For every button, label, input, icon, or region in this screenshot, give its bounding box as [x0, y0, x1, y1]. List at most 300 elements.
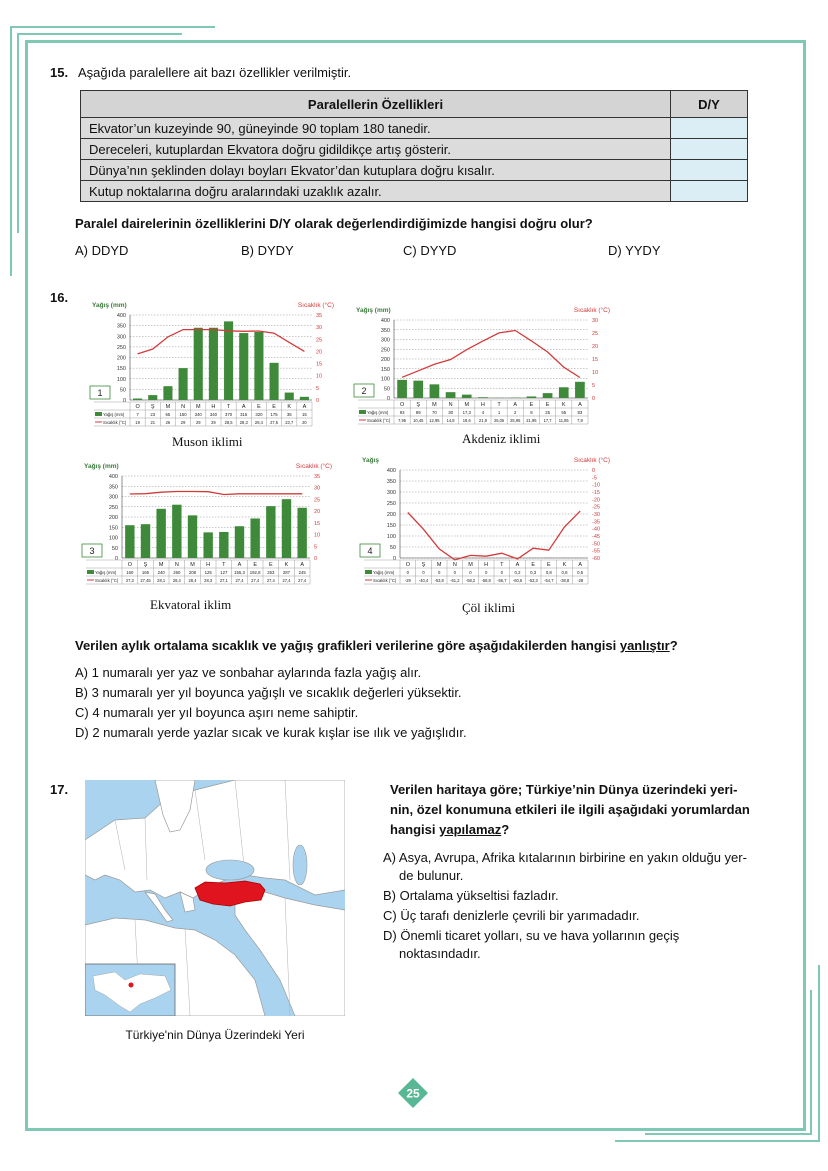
x-tick-label: M [165, 404, 171, 410]
rain-value-label: 0 [406, 570, 410, 575]
temp-value-label: 26 [165, 420, 171, 425]
y-tick-label: 100 [108, 535, 118, 542]
temp-value-label: 27,4 [235, 578, 244, 583]
temp-value-label: 28,5 [224, 420, 233, 425]
x-tick-label: M [195, 404, 201, 410]
temp-value-label: -58,8 [481, 578, 491, 583]
world-map [85, 780, 345, 1016]
climate-chart-3 [80, 458, 336, 600]
rain-bar [239, 333, 248, 400]
temp-value-label: -54,7 [544, 578, 554, 583]
rain-value-label: 70 [432, 410, 437, 415]
rain-bar [413, 381, 423, 398]
chart-number: 1 [97, 388, 103, 398]
y-tick-label: 300 [380, 337, 390, 344]
legend-rain-swatch [87, 570, 94, 574]
temp-value-label: 28,1 [157, 578, 166, 583]
rain-value-label: 260 [173, 570, 181, 575]
rain-bar [430, 384, 440, 398]
frame-accent-bottom [615, 1140, 820, 1142]
q17-option-a[interactable]: A) Asya, Avrupa, Afrika kıtalarının birbirine en yakın olduğu yer- [383, 850, 747, 865]
temp-value-label: -58,2 [465, 578, 476, 583]
parallels-table [80, 90, 748, 202]
rain-value-label: 245 [298, 570, 306, 575]
rain-value-label: 370 [224, 412, 233, 417]
y2-tick-label: -35 [592, 519, 600, 526]
temp-value-label: -56,7 [497, 578, 507, 583]
x-tick-label: M [158, 562, 164, 568]
rain-bar [235, 526, 244, 558]
temp-value-label: 27,45 [140, 578, 151, 583]
table-cell-dy[interactable] [671, 139, 748, 160]
rain-value-label: 0 [500, 570, 504, 575]
rain-value-label: 0,8 [561, 570, 568, 575]
y2-tick-label: -50 [592, 541, 600, 548]
rain-value-label: 17,3 [462, 410, 471, 415]
y-tick-label: 400 [386, 468, 396, 474]
y-tick-label: 350 [386, 479, 396, 485]
axis-label-temp: Sıcaklık (°C) [297, 302, 334, 309]
frame-accent-right2 [810, 990, 812, 1135]
chart-svg [88, 297, 338, 442]
caspian-sea [293, 845, 307, 885]
y2-tick-label: 5 [316, 385, 320, 392]
y-tick-label: 50 [389, 545, 396, 551]
rain-value-label: 0,2 [514, 570, 521, 575]
rain-value-label: 4 [481, 410, 485, 415]
y-tick-label: 350 [108, 484, 118, 491]
chart-svg [80, 458, 336, 600]
x-tick-label: M [464, 402, 470, 408]
y-tick-label: 300 [386, 490, 396, 496]
rain-bar [219, 532, 228, 558]
x-tick-label: E [268, 562, 273, 568]
rain-value-label: 150 [179, 412, 187, 417]
rain-bar [133, 399, 142, 400]
rain-value-label: 0,3 [530, 570, 537, 575]
temp-value-label: 28,4 [254, 420, 263, 425]
x-tick-label: A [237, 562, 242, 568]
temp-value-label: 27,1 [219, 578, 228, 583]
temp-value-label: 18,6 [462, 418, 471, 423]
q16-option-c[interactable]: C) 4 numaralı yer yıl boyunca aşırı neme sahiptir. [75, 705, 359, 720]
y2-tick-label: 25 [314, 497, 321, 504]
axis-label-temp: Sıcaklık (°C) [573, 457, 610, 464]
frame-accent-left [10, 26, 12, 276]
q15-option-d[interactable]: D) YYDY [608, 243, 661, 258]
rain-bar [527, 396, 537, 398]
y2-tick-label: -25 [592, 504, 600, 511]
y-tick-label: 300 [116, 334, 126, 341]
x-tick-label: O [405, 562, 410, 568]
x-tick-label: K [287, 404, 292, 410]
x-tick-label: N [448, 402, 453, 408]
x-tick-label: A [300, 562, 305, 568]
x-tick-label: Ş [421, 562, 426, 568]
q17-option-d-cont[interactable]: noktasındadır. [399, 946, 481, 961]
y2-tick-label: 15 [316, 361, 323, 368]
x-tick-label: A [578, 562, 583, 568]
rain-value-label: 1 [497, 410, 501, 415]
axis-label-rain: Yağış (mm) [356, 307, 391, 314]
climate-chart-2 [352, 302, 614, 440]
rain-bar [194, 328, 203, 400]
table-cell-statement: Dünya’nın şeklinden dolayı boyları Ekvator’dan kutuplara doğru kısalır. [81, 160, 671, 181]
map-caption: Türkiye'nin Dünya Üzerindeki Yeri [125, 1028, 305, 1042]
q15-option-c[interactable]: C) DYYD [403, 243, 457, 258]
temperature-line [138, 330, 305, 354]
x-tick-label: T [500, 562, 504, 568]
q16-question [75, 638, 678, 653]
rain-bar [203, 532, 212, 558]
x-tick-label: A [513, 402, 518, 408]
temp-value-label: -61,2 [450, 578, 460, 583]
q16-question-pre: Verilen aylık ortalama sıcaklık ve yağış grafikleri verilerine göre aşağıdakilerden hangisi [75, 638, 620, 653]
table-row [81, 181, 748, 202]
table-cell-dy[interactable] [671, 160, 748, 181]
y-tick-label: 0 [114, 556, 118, 562]
rain-bar [188, 515, 197, 558]
q16-number: 16. [50, 290, 69, 305]
table-row [81, 118, 748, 139]
rain-value-label: 2 [514, 410, 517, 415]
y2-tick-label: 15 [592, 357, 599, 363]
legend-temp-label: Sıcaklık (°C) [95, 578, 119, 583]
legend-temp-label: Sıcaklık (°C) [373, 578, 397, 583]
q17-number: 17. [50, 782, 69, 797]
rain-value-label: 93 [399, 410, 405, 415]
frame-accent-top [10, 26, 215, 28]
y-tick-label: 100 [380, 376, 390, 383]
rain-bar [141, 524, 150, 558]
y2-tick-label: 15 [314, 520, 321, 527]
y-tick-label: 150 [386, 523, 396, 529]
temp-value-label: 19 [135, 420, 140, 425]
y-tick-label: 200 [386, 512, 396, 518]
chart-2-title: Akdeniz iklimi [462, 431, 541, 446]
chart-number: 3 [89, 546, 95, 556]
y-tick-label: 200 [108, 515, 118, 521]
rain-value-label: 320 [255, 412, 263, 417]
x-tick-label: E [257, 404, 261, 410]
x-tick-label: K [562, 562, 567, 568]
y-tick-label: 350 [380, 327, 390, 334]
rain-value-label: 15 [302, 412, 307, 417]
x-tick-label: A [302, 404, 307, 410]
temp-value-label: 28,4 [188, 578, 197, 583]
y-tick-label: 100 [386, 534, 396, 540]
axis-label-rain: Yağış (mm) [84, 463, 119, 470]
temp-value-label: 7,9 [577, 418, 583, 423]
q17-question-post: ? [501, 822, 510, 837]
temp-value-label: 7,95 [398, 418, 407, 423]
rain-bar [172, 505, 181, 558]
climate-chart-4 [358, 452, 614, 600]
temp-value-label: 21 [150, 420, 156, 425]
temp-value-label: -53,3 [528, 578, 538, 583]
rain-bar [297, 508, 306, 558]
y2-tick-label: 30 [316, 325, 323, 332]
y2-tick-label: -45 [592, 534, 600, 540]
x-tick-label: T [497, 402, 501, 408]
rain-bar [300, 397, 309, 400]
table-row [81, 160, 748, 181]
rain-bar [156, 509, 165, 558]
y-tick-label: 50 [383, 386, 390, 393]
x-tick-label: N [181, 404, 186, 410]
rain-bar [559, 387, 569, 398]
y-tick-label: 350 [116, 323, 126, 330]
x-tick-label: M [468, 562, 473, 568]
y2-tick-label: 30 [314, 485, 321, 492]
x-tick-label: H [480, 402, 485, 408]
chart-number: 4 [367, 546, 373, 556]
temp-value-label: -53,8 [434, 578, 444, 583]
x-tick-label: E [529, 402, 534, 408]
rain-bar [163, 386, 172, 400]
q15-intro: Aşağıda paralellere ait bazı özellikler verilmiştir. [78, 65, 352, 80]
x-tick-label: O [399, 402, 405, 408]
temp-value-label: 11,85 [558, 418, 569, 423]
x-tick-label: T [226, 404, 231, 410]
legend-temp-label: Sıcaklık (°C) [103, 420, 127, 425]
rain-bar [285, 393, 294, 400]
temp-value-label: 25,95 [510, 418, 521, 423]
rain-value-label: 8 [530, 410, 533, 415]
legend-rain-label: Yağış (mm) [367, 410, 389, 415]
rain-value-label: 35 [286, 412, 292, 417]
q17-question-pre: hangisi [390, 822, 440, 837]
rain-value-label: 340 [209, 412, 218, 417]
temp-value-label: 14,8 [446, 418, 455, 423]
q17-option-b[interactable]: B) Ortalama yükseltisi fazladır. [383, 888, 559, 903]
rain-bar [224, 321, 233, 400]
rain-value-label: 0 [453, 570, 457, 575]
y2-tick-label: 30 [592, 318, 599, 324]
temp-value-label: 12,95 [429, 418, 440, 423]
temp-value-label: 28,3 [204, 578, 213, 583]
y-tick-label: 250 [380, 347, 390, 354]
x-tick-label: Ş [150, 404, 155, 410]
y2-tick-label: 10 [316, 373, 323, 380]
chart-svg [352, 302, 614, 440]
table-header-properties: Paralellerin Özellikleri [81, 91, 671, 118]
q17-option-c[interactable]: C) Üç tarafı denizlerle çevrili bir yarımadadır. [383, 908, 640, 923]
y2-tick-label: 20 [316, 349, 323, 356]
chart-4-title: Çöl iklimi [462, 600, 516, 615]
rain-bar [254, 332, 263, 400]
page-number: 25 [406, 1086, 420, 1101]
rain-value-label: 240 [157, 570, 165, 575]
table-cell-dy[interactable] [671, 118, 748, 139]
temp-value-label: 17,7 [543, 418, 552, 423]
x-tick-label: E [272, 404, 276, 410]
y2-tick-label: -30 [592, 512, 600, 518]
rain-value-label: 192,8 [249, 570, 261, 575]
rain-value-label: 55 [561, 410, 567, 415]
temp-value-label: 10,45 [413, 418, 424, 423]
y2-tick-label: 0 [316, 398, 320, 404]
temp-value-label: 29 [195, 420, 201, 425]
y-tick-label: 0 [392, 556, 396, 562]
rain-value-label: 160 [126, 570, 134, 575]
rain-bar [446, 392, 456, 398]
x-tick-label: A [241, 404, 246, 410]
rain-bar [397, 380, 407, 398]
table-cell-statement: Ekvator’un kuzeyinde 90, güneyinde 90 toplam 180 tanedir. [81, 118, 671, 139]
y-tick-label: 400 [380, 318, 390, 324]
rain-value-label: 165 [141, 570, 150, 575]
x-tick-label: O [135, 404, 140, 410]
rain-value-label: 315 [240, 412, 248, 417]
q17-question-line1: Verilen haritaya göre; Türkiye’nin Dünya üzerindeki yeri- [390, 782, 738, 797]
temp-value-label: 27,4 [251, 578, 260, 583]
y2-tick-label: 0 [592, 468, 596, 474]
y2-tick-label: 35 [316, 313, 323, 319]
y2-tick-label: 35 [314, 474, 321, 480]
temp-value-label: 27,4 [266, 578, 275, 583]
rain-bar [250, 518, 259, 558]
legend-rain-swatch [95, 412, 102, 416]
axis-label-temp: Sıcaklık (°C) [295, 463, 332, 470]
frame-accent-bottom2 [645, 1133, 811, 1135]
y2-tick-label: -20 [592, 497, 600, 504]
rain-bar [543, 393, 553, 398]
minimap-turkey-marker [129, 983, 134, 988]
rain-bar [266, 506, 275, 558]
x-tick-label: H [484, 562, 489, 568]
q16-question-key: yanlıştır [619, 638, 670, 653]
temp-value-label: 29 [180, 420, 186, 425]
rain-value-label: 175 [270, 412, 278, 417]
y-tick-label: 150 [380, 366, 390, 373]
rain-bar [209, 328, 218, 400]
temperature-line [402, 331, 580, 378]
rain-value-label: 30 [448, 410, 453, 415]
x-tick-label: M [190, 562, 195, 568]
rain-bar [575, 382, 585, 398]
climate-chart-1 [88, 297, 338, 442]
q17-option-d[interactable]: D) Önemli ticaret yolları, su ve hava yollarının geçiş [383, 928, 680, 943]
x-tick-label: Ş [143, 562, 148, 568]
y-tick-label: 250 [116, 344, 126, 351]
x-tick-label: O [127, 562, 132, 568]
rain-bar [179, 368, 188, 400]
q15-option-b[interactable]: B) DYDY [241, 243, 294, 258]
temp-value-label: -29 [404, 578, 411, 583]
q16-option-d[interactable]: D) 2 numaralı yerde yazlar sıcak ve kurak kışlar ise ılık ve yağışlıdır. [75, 725, 467, 740]
black-sea [206, 860, 254, 880]
y2-tick-label: -15 [592, 490, 600, 496]
legend-rain-label: Yağış (mm) [373, 570, 395, 575]
q17-question-line3 [390, 822, 509, 837]
q16-option-a[interactable]: A) 1 numaralı yer yaz ve sonbahar aylarında fazla yağış alır. [75, 665, 422, 680]
legend-rain-swatch [365, 570, 372, 574]
temp-value-label: -38,8 [559, 578, 570, 583]
y2-tick-label: 5 [314, 544, 318, 551]
x-tick-label: A [578, 402, 582, 408]
temp-value-label: 27,3 [125, 578, 134, 583]
table-cell-dy[interactable] [671, 181, 748, 202]
y-tick-label: 200 [116, 355, 126, 362]
frame-accent-left2 [17, 33, 19, 233]
temp-value-label: 23,7 [285, 420, 294, 425]
chart-number: 2 [361, 386, 367, 396]
rain-value-label: 253 [267, 570, 275, 575]
rain-value-label: 0 [422, 570, 425, 575]
x-tick-label: E [253, 562, 258, 568]
frame-accent-right [818, 965, 820, 1142]
x-tick-label: H [211, 404, 216, 410]
y2-tick-label: 10 [592, 370, 599, 376]
x-tick-label: K [561, 402, 566, 408]
q16-option-b[interactable]: B) 3 numaralı yer yıl boyunca yağışlı ve sıcaklık değerleri yüksektir. [75, 685, 462, 700]
x-tick-label: A [515, 562, 520, 568]
y2-tick-label: -5 [592, 475, 597, 482]
table-cell-statement: Dereceleri, kutuplardan Ekvatora doğru gidildikçe artış gösterir. [81, 139, 671, 160]
y-tick-label: 400 [108, 474, 118, 480]
q15-option-a[interactable]: A) DDYD [75, 243, 129, 258]
table-header-dy: D/Y [671, 91, 748, 118]
x-tick-label: M [432, 402, 437, 408]
temp-value-label: 29 [211, 420, 216, 425]
rain-value-label: 83 [577, 410, 583, 415]
rain-value-label: 7 [136, 412, 139, 417]
legend-rain-swatch [359, 410, 366, 414]
y2-tick-label: -60 [592, 556, 600, 562]
rain-value-label: 0,5 [577, 570, 584, 575]
y2-tick-label: -55 [592, 548, 600, 555]
temp-value-label: 25,05 [493, 418, 505, 423]
frame-accent-top2 [17, 33, 182, 35]
temp-value-label: 20 [302, 420, 307, 425]
rain-bar [270, 363, 279, 400]
y-tick-label: 50 [119, 387, 126, 394]
y2-tick-label: 10 [314, 532, 321, 539]
y2-tick-label: -10 [592, 482, 600, 489]
chart-1-title: Muson iklimi [172, 434, 243, 449]
axis-label-rain: Yağış [362, 457, 379, 464]
axis-label-temp: Sıcaklık (°C) [573, 307, 610, 314]
q17-question-line2: nin, özel konumuna etkileri ile ilgili aşağıdaki yorumlardan [390, 802, 750, 817]
rain-bar [478, 397, 488, 398]
y2-tick-label: 20 [314, 509, 321, 516]
temp-value-label: 27,5 [270, 420, 279, 425]
legend-temp-label: Sıcaklık (°C) [367, 418, 391, 423]
y2-tick-label: 25 [592, 331, 599, 337]
y-tick-label: 0 [122, 398, 126, 404]
rain-value-label: 89 [415, 410, 421, 415]
q16-question-post: ? [669, 638, 678, 653]
temp-value-label: 27,4 [298, 578, 307, 583]
rain-bar [462, 395, 472, 398]
x-tick-label: E [545, 402, 550, 408]
y-tick-label: 0 [386, 396, 390, 402]
q17-option-a-cont[interactable]: de bulunur. [399, 868, 464, 883]
europe-landmass [85, 780, 345, 898]
q15-question: Paralel dairelerinin özelliklerini D/Y olarak değerlendirdiğimizde hangisi doğru olur? [75, 216, 593, 231]
rain-value-label: 287 [282, 570, 291, 575]
y-tick-label: 100 [116, 376, 126, 383]
temp-value-label: -40,4 [418, 578, 429, 583]
x-tick-label: H [206, 562, 211, 568]
rain-bar [148, 395, 157, 400]
y2-tick-label: -40 [592, 526, 600, 533]
temp-value-label: -28 [577, 578, 584, 583]
x-tick-label: T [222, 562, 226, 568]
legend-rain-label: Yağış (mm) [95, 570, 117, 575]
y2-tick-label: 0 [592, 396, 596, 402]
